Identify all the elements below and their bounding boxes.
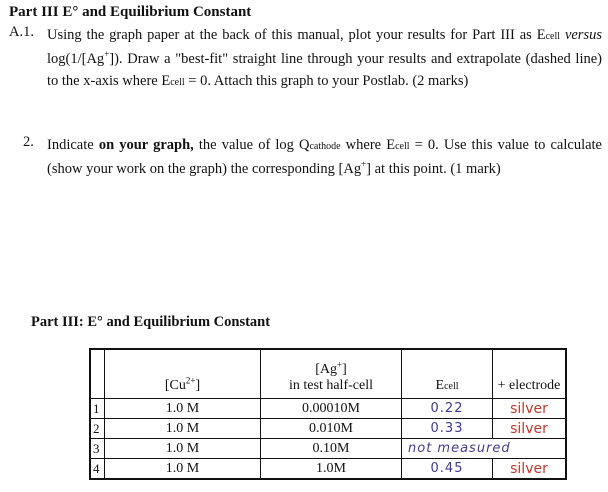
header-electrode-cell: + electrode <box>493 349 567 399</box>
q1-ecell-sub-2: cell <box>170 77 185 88</box>
ag-end: ] <box>342 362 347 377</box>
header-ecell-cell <box>402 349 493 399</box>
ecell-value: 0.33 <box>402 419 493 439</box>
header-index-cell <box>90 349 105 399</box>
q2-bold: on your graph, <box>98 137 194 153</box>
q1-text-4: = 0. Attach this graph to your Postlab. (2 marks) <box>184 73 469 89</box>
electrode-value: silver <box>493 459 567 480</box>
electrode-value: silver <box>493 399 567 419</box>
row-number: 4 <box>90 459 105 480</box>
not-measured-note: not measured <box>402 439 567 459</box>
electrode-value: silver <box>493 419 567 439</box>
ag-sup: + <box>337 359 343 370</box>
results-table <box>89 348 567 480</box>
cu-end: ] <box>195 378 201 393</box>
part-title: Part III E° and Equilibrium Constant <box>9 4 252 20</box>
question-2-text <box>47 134 602 180</box>
table-row <box>90 439 566 459</box>
question-1-text <box>47 24 602 94</box>
ag-value: 0.10M <box>261 439 402 459</box>
ag-value: 0.00010M <box>261 399 402 419</box>
ecell-sub: cell <box>444 381 459 392</box>
q1-text-3: ]). Draw a "best-fit" straight line through your results and extrapolate (dashed line) to the x-axis where E <box>47 51 602 89</box>
table-row <box>90 419 566 439</box>
ecell-value: 0.22 <box>402 399 493 419</box>
table-row <box>90 399 566 419</box>
q1-text-1: Using the graph paper at the back of this manual, plot your results for Part III as E <box>47 27 546 43</box>
q2-text-5: ] at this point. (1 mark) <box>366 161 501 177</box>
header-cu-cell <box>105 349 261 399</box>
question-2-number: 2. <box>23 134 34 150</box>
q2-text-3: where E <box>340 137 396 153</box>
header-ag-cell <box>261 349 402 399</box>
table-title: Part III: E° and Equilibrium Constant <box>31 314 271 330</box>
ag-value: 1.0M <box>261 459 402 480</box>
q1-ecell-sub: cell <box>545 31 561 42</box>
table-header-row <box>90 349 566 399</box>
ag-value: 0.010M <box>261 419 402 439</box>
row-number: 2 <box>90 419 105 439</box>
ag-label: [Ag <box>315 362 338 377</box>
row-number: 3 <box>90 439 105 459</box>
row-number: 1 <box>90 399 105 419</box>
cu-value: 1.0 M <box>105 439 261 459</box>
q2-text-4: = 0. Use this value to calculate (show your work on the graph) the corresponding [Ag <box>47 137 602 177</box>
ecell-value: 0.45 <box>402 459 493 480</box>
q2-cathode-sub: cathode <box>309 141 341 152</box>
q1-text-2: log(1/[Ag <box>47 51 105 67</box>
ecell-label: E <box>435 378 445 393</box>
table-row <box>90 459 566 480</box>
q1-ag-sup: + <box>104 49 110 60</box>
q2-ag-sup: + <box>361 159 367 170</box>
q1-versus: versus <box>560 27 602 43</box>
cu-value: 1.0 M <box>105 459 261 480</box>
cu-sup: 2+ <box>185 375 196 386</box>
cu-label: [Cu <box>164 378 186 393</box>
question-1-number: A.1. <box>9 24 34 40</box>
cu-value: 1.0 M <box>105 399 261 419</box>
q2-ecell-sub: cell <box>395 141 410 152</box>
q2-text-1: Indicate <box>47 137 99 153</box>
ag-line2: in test half-cell <box>289 378 373 393</box>
cu-value: 1.0 M <box>105 419 261 439</box>
q2-text-2: the value of log Q <box>193 137 310 153</box>
